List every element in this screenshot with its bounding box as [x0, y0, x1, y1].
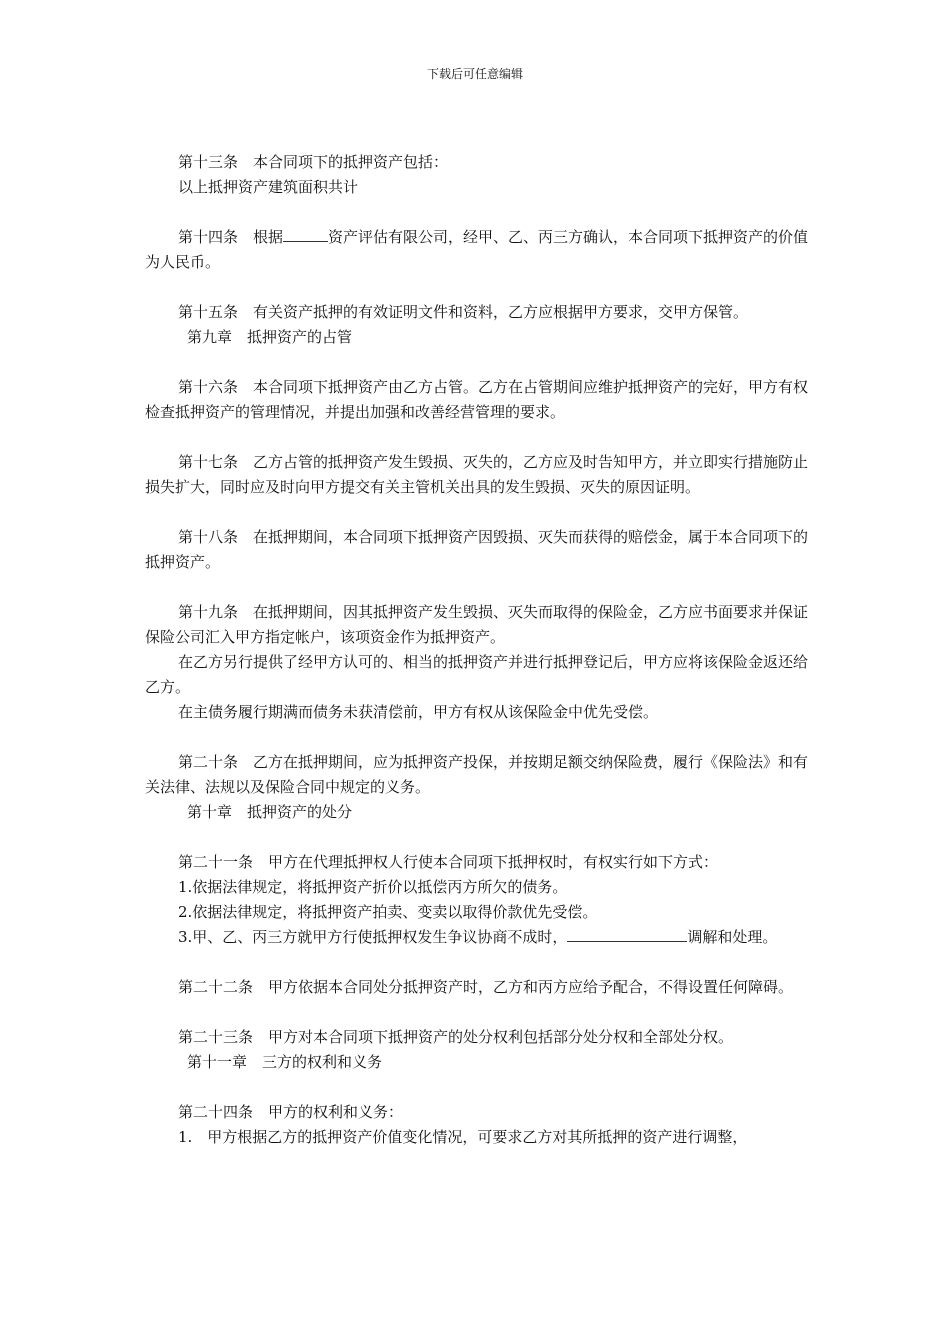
article-21-item2: 2.依据法律规定，将抵押资产拍卖、变卖以取得价款优先受偿。	[178, 903, 598, 921]
article-17: 第十七条 乙方占管的抵押资产发生毁损、灭失的，乙方应及时告知甲方，并立即实行措施防止损失扩大，同时应及时向甲方提交有关主管机关出具的发生毁损、灭失的原因证明。	[145, 453, 809, 496]
article-22: 第二十二条 甲方依据本合同处分抵押资产时，乙方和丙方应给予配合，不得设置任何障碍。	[178, 978, 794, 996]
chapter-10-heading: 第十章 抵押资产的处分	[187, 803, 353, 821]
article-19-p3: 在主债务履行期满而债务未获清偿前，甲方有权从该保险金中优先受偿。	[178, 703, 659, 721]
article-14	[145, 225, 810, 275]
article-21-item3-post: 调解和处理。	[687, 928, 778, 946]
article-21-item1: 1.依据法律规定，将抵押资产折价以抵偿丙方所欠的债务。	[178, 878, 568, 896]
article-14-post: 资产评估有限公司，经甲、乙、丙三方确认，本合同项下抵押资产的价值为人民币。	[145, 228, 809, 271]
article-13-line1: 第十三条 本合同项下的抵押资产包括：	[178, 153, 449, 171]
article-15: 第十五条 有关资产抵押的有效证明文件和资料，乙方应根据甲方要求，交甲方保管。	[178, 303, 749, 321]
blank-field	[283, 227, 328, 242]
article-21-item3-pre: 3.甲、乙、丙三方就甲方行使抵押权发生争议协商不成时，	[178, 928, 568, 946]
article-16: 第十六条 本合同项下抵押资产由乙方占管。乙方在占管期间应维护抵押资产的完好，甲方有权检查抵押资产的管理情况，并提出加强和改善经营管理的要求。	[145, 378, 809, 421]
article-19-p2: 在乙方另行提供了经甲方认可的、相当的抵押资产并进行抵押登记后，甲方应将该保险金返还给乙方。	[145, 653, 809, 696]
article-21-item3	[145, 925, 810, 950]
article-14-pre: 第十四条 根据	[178, 228, 284, 246]
chapter-9-heading: 第九章 抵押资产的占管	[187, 328, 353, 346]
blank-field	[567, 927, 687, 942]
article-18: 第十八条 在抵押期间，本合同项下抵押资产因毁损、灭失而获得的赔偿金，属于本合同项下的抵押资产。	[145, 528, 809, 571]
article-23: 第二十三条 甲方对本合同项下抵押资产的处分权利包括部分处分权和全部处分权。	[178, 1028, 734, 1046]
document-body	[145, 150, 810, 1150]
article-24-item1: 1. 甲方根据乙方的抵押资产价值变化情况，可要求乙方对其所抵押的资产进行调整，	[178, 1128, 748, 1146]
header-note: 下载后可任意编辑	[426, 67, 523, 81]
chapter-11-heading: 第十一章 三方的权利和义务	[187, 1053, 383, 1071]
article-13-line2: 以上抵押资产建筑面积共计	[178, 178, 359, 196]
article-20: 第二十条 乙方在抵押期间，应为抵押资产投保，并按期足额交纳保险费，履行《保险法》和有关法律、法规以及保险合同中规定的义务。	[145, 753, 809, 796]
article-21-intro: 第二十一条 甲方在代理抵押权人行使本合同项下抵押权时，有权实行如下方式：	[178, 853, 719, 871]
article-19-p1: 第十九条 在抵押期间，因其抵押资产发生毁损、灭失而取得的保险金，乙方应书面要求并保证保险公司汇入甲方指定帐户，该项资金作为抵押资产。	[145, 603, 809, 646]
article-24-intro: 第二十四条 甲方的权利和义务：	[178, 1103, 404, 1121]
